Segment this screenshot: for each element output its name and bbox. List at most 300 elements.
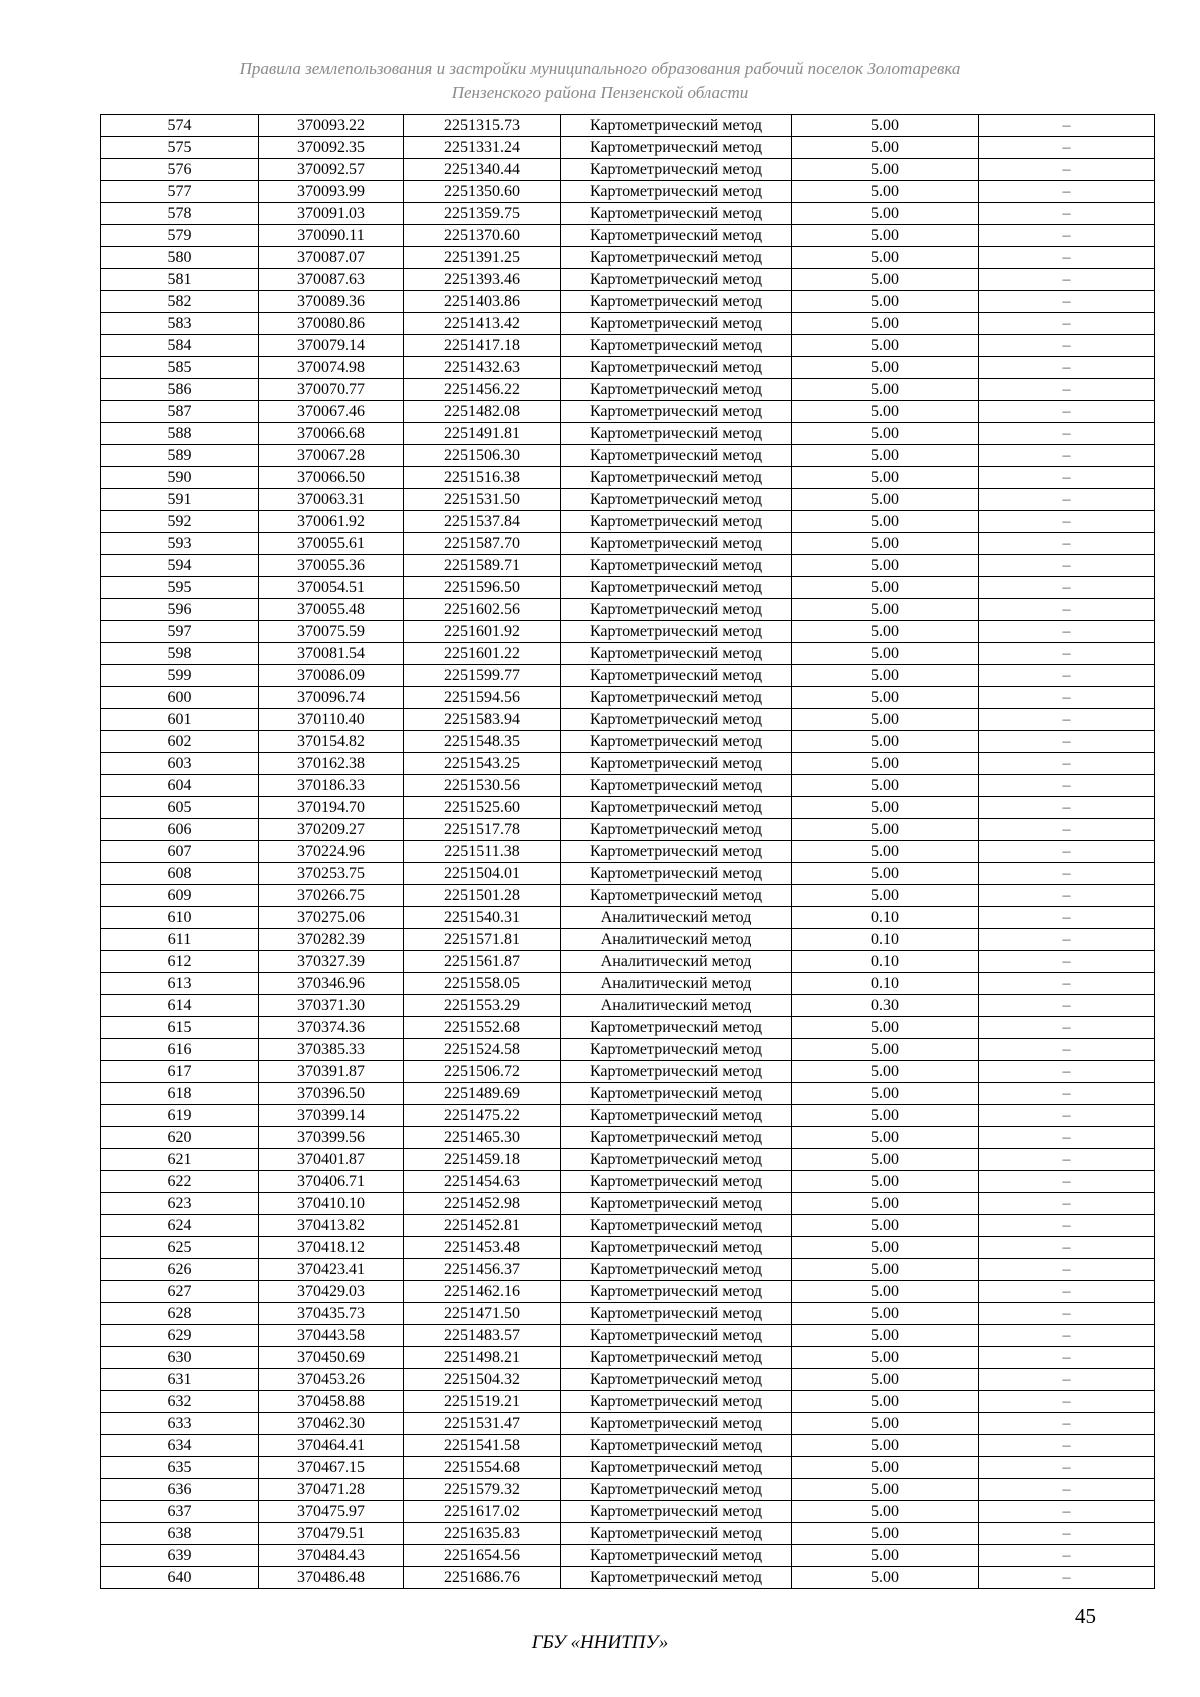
method-cell: Картометрический метод (561, 819, 792, 841)
x-coordinate-cell: 370385.33 (259, 1039, 404, 1061)
method-cell: Картометрический метод (561, 247, 792, 269)
x-coordinate-cell: 370399.14 (259, 1105, 404, 1127)
y-coordinate-cell: 2251482.08 (404, 401, 561, 423)
table-row (101, 885, 1155, 907)
point-number-cell: 576 (101, 159, 259, 181)
table-row (101, 1391, 1155, 1413)
point-number-cell: 615 (101, 1017, 259, 1039)
method-cell: Картометрический метод (561, 379, 792, 401)
description-cell: – (979, 797, 1155, 819)
description-cell: – (979, 225, 1155, 247)
accuracy-cell: 5.00 (792, 1303, 979, 1325)
accuracy-cell: 5.00 (792, 335, 979, 357)
x-coordinate-cell: 370484.43 (259, 1545, 404, 1567)
table-row (101, 1501, 1155, 1523)
table-row (101, 489, 1155, 511)
accuracy-cell: 5.00 (792, 1457, 979, 1479)
y-coordinate-cell: 2251553.29 (404, 995, 561, 1017)
description-cell: – (979, 929, 1155, 951)
y-coordinate-cell: 2251599.77 (404, 665, 561, 687)
table-row (101, 907, 1155, 929)
method-cell: Картометрический метод (561, 1149, 792, 1171)
y-coordinate-cell: 2251471.50 (404, 1303, 561, 1325)
point-number-cell: 631 (101, 1369, 259, 1391)
method-cell: Картометрический метод (561, 335, 792, 357)
description-cell: – (979, 137, 1155, 159)
description-cell: – (979, 1391, 1155, 1413)
description-cell: – (979, 1567, 1155, 1589)
y-coordinate-cell: 2251654.56 (404, 1545, 561, 1567)
accuracy-cell: 5.00 (792, 1017, 979, 1039)
point-number-cell: 612 (101, 951, 259, 973)
x-coordinate-cell: 370429.03 (259, 1281, 404, 1303)
accuracy-cell: 5.00 (792, 577, 979, 599)
table-row (101, 159, 1155, 181)
table-row (101, 1303, 1155, 1325)
point-number-cell: 590 (101, 467, 259, 489)
accuracy-cell: 5.00 (792, 1281, 979, 1303)
accuracy-cell: 5.00 (792, 643, 979, 665)
description-cell: – (979, 181, 1155, 203)
point-number-cell: 619 (101, 1105, 259, 1127)
accuracy-cell: 5.00 (792, 753, 979, 775)
x-coordinate-cell: 370194.70 (259, 797, 404, 819)
point-number-cell: 633 (101, 1413, 259, 1435)
method-cell: Картометрический метод (561, 1281, 792, 1303)
table-row (101, 1061, 1155, 1083)
description-cell: – (979, 907, 1155, 929)
method-cell: Картометрический метод (561, 1325, 792, 1347)
method-cell: Картометрический метод (561, 709, 792, 731)
point-number-cell: 630 (101, 1347, 259, 1369)
description-cell: – (979, 599, 1155, 621)
table-row (101, 797, 1155, 819)
y-coordinate-cell: 2251504.32 (404, 1369, 561, 1391)
x-coordinate-cell: 370093.22 (259, 115, 404, 137)
description-cell: – (979, 379, 1155, 401)
table-row (101, 973, 1155, 995)
accuracy-cell: 5.00 (792, 423, 979, 445)
method-cell: Картометрический метод (561, 181, 792, 203)
table-row (101, 1369, 1155, 1391)
point-number-cell: 611 (101, 929, 259, 951)
y-coordinate-cell: 2251686.76 (404, 1567, 561, 1589)
method-cell: Картометрический метод (561, 1435, 792, 1457)
table-row (101, 643, 1155, 665)
header-line-2: Пензенского района Пензенской области (451, 83, 749, 102)
description-cell: – (979, 1457, 1155, 1479)
y-coordinate-cell: 2251391.25 (404, 247, 561, 269)
table-row (101, 357, 1155, 379)
point-number-cell: 622 (101, 1171, 259, 1193)
y-coordinate-cell: 2251617.02 (404, 1501, 561, 1523)
accuracy-cell: 5.00 (792, 1039, 979, 1061)
method-cell: Картометрический метод (561, 1193, 792, 1215)
x-coordinate-cell: 370224.96 (259, 841, 404, 863)
point-number-cell: 628 (101, 1303, 259, 1325)
table-row (101, 731, 1155, 753)
description-cell: – (979, 951, 1155, 973)
method-cell: Картометрический метод (561, 731, 792, 753)
y-coordinate-cell: 2251506.30 (404, 445, 561, 467)
method-cell: Аналитический метод (561, 973, 792, 995)
point-number-cell: 592 (101, 511, 259, 533)
x-coordinate-cell: 370066.50 (259, 467, 404, 489)
x-coordinate-cell: 370462.30 (259, 1413, 404, 1435)
x-coordinate-cell: 370091.03 (259, 203, 404, 225)
y-coordinate-cell: 2251540.31 (404, 907, 561, 929)
x-coordinate-cell: 370055.48 (259, 599, 404, 621)
table-row (101, 555, 1155, 577)
method-cell: Картометрический метод (561, 599, 792, 621)
method-cell: Картометрический метод (561, 511, 792, 533)
y-coordinate-cell: 2251601.92 (404, 621, 561, 643)
point-number-cell: 620 (101, 1127, 259, 1149)
accuracy-cell: 5.00 (792, 1325, 979, 1347)
description-cell: – (979, 1149, 1155, 1171)
x-coordinate-cell: 370275.06 (259, 907, 404, 929)
method-cell: Картометрический метод (561, 863, 792, 885)
description-cell: – (979, 1083, 1155, 1105)
x-coordinate-cell: 370110.40 (259, 709, 404, 731)
method-cell: Картометрический метод (561, 1413, 792, 1435)
description-cell: – (979, 269, 1155, 291)
accuracy-cell: 5.00 (792, 1369, 979, 1391)
point-number-cell: 623 (101, 1193, 259, 1215)
point-number-cell: 574 (101, 115, 259, 137)
x-coordinate-cell: 370486.48 (259, 1567, 404, 1589)
table-row (101, 203, 1155, 225)
x-coordinate-cell: 370346.96 (259, 973, 404, 995)
x-coordinate-cell: 370266.75 (259, 885, 404, 907)
description-cell: – (979, 291, 1155, 313)
y-coordinate-cell: 2251331.24 (404, 137, 561, 159)
description-cell: – (979, 621, 1155, 643)
y-coordinate-cell: 2251601.22 (404, 643, 561, 665)
table-row (101, 1325, 1155, 1347)
table-row (101, 599, 1155, 621)
description-cell: – (979, 489, 1155, 511)
table-row (101, 665, 1155, 687)
table-row (101, 181, 1155, 203)
point-number-cell: 636 (101, 1479, 259, 1501)
method-cell: Картометрический метод (561, 1105, 792, 1127)
y-coordinate-cell: 2251511.38 (404, 841, 561, 863)
point-number-cell: 586 (101, 379, 259, 401)
x-coordinate-cell: 370096.74 (259, 687, 404, 709)
y-coordinate-cell: 2251452.98 (404, 1193, 561, 1215)
point-number-cell: 587 (101, 401, 259, 423)
x-coordinate-cell: 370450.69 (259, 1347, 404, 1369)
description-cell: – (979, 533, 1155, 555)
accuracy-cell: 5.00 (792, 1347, 979, 1369)
x-coordinate-cell: 370063.31 (259, 489, 404, 511)
table-row (101, 137, 1155, 159)
description-cell: – (979, 731, 1155, 753)
description-cell: – (979, 423, 1155, 445)
y-coordinate-cell: 2251340.44 (404, 159, 561, 181)
y-coordinate-cell: 2251519.21 (404, 1391, 561, 1413)
y-coordinate-cell: 2251315.73 (404, 115, 561, 137)
x-coordinate-cell: 370067.46 (259, 401, 404, 423)
accuracy-cell: 5.00 (792, 1171, 979, 1193)
point-number-cell: 626 (101, 1259, 259, 1281)
description-cell: – (979, 753, 1155, 775)
x-coordinate-cell: 370399.56 (259, 1127, 404, 1149)
page-header (100, 57, 1100, 105)
table-row (101, 1171, 1155, 1193)
method-cell: Картометрический метод (561, 1303, 792, 1325)
table-row (101, 1149, 1155, 1171)
y-coordinate-cell: 2251417.18 (404, 335, 561, 357)
table-row (101, 1193, 1155, 1215)
table-row (101, 1435, 1155, 1457)
accuracy-cell: 5.00 (792, 819, 979, 841)
accuracy-cell: 0.10 (792, 907, 979, 929)
point-number-cell: 597 (101, 621, 259, 643)
table-row (101, 1017, 1155, 1039)
x-coordinate-cell: 370471.28 (259, 1479, 404, 1501)
table-row (101, 753, 1155, 775)
method-cell: Картометрический метод (561, 1061, 792, 1083)
accuracy-cell: 5.00 (792, 445, 979, 467)
coordinates-table (100, 114, 1155, 1589)
point-number-cell: 596 (101, 599, 259, 621)
table-row (101, 313, 1155, 335)
description-cell: – (979, 1237, 1155, 1259)
table-row (101, 1523, 1155, 1545)
method-cell: Аналитический метод (561, 907, 792, 929)
x-coordinate-cell: 370423.41 (259, 1259, 404, 1281)
y-coordinate-cell: 2251413.42 (404, 313, 561, 335)
accuracy-cell: 5.00 (792, 115, 979, 137)
description-cell: – (979, 467, 1155, 489)
method-cell: Картометрический метод (561, 1479, 792, 1501)
method-cell: Картометрический метод (561, 885, 792, 907)
method-cell: Картометрический метод (561, 775, 792, 797)
x-coordinate-cell: 370067.28 (259, 445, 404, 467)
point-number-cell: 607 (101, 841, 259, 863)
point-number-cell: 579 (101, 225, 259, 247)
point-number-cell: 584 (101, 335, 259, 357)
method-cell: Картометрический метод (561, 225, 792, 247)
method-cell: Картометрический метод (561, 797, 792, 819)
point-number-cell: 578 (101, 203, 259, 225)
description-cell: – (979, 863, 1155, 885)
description-cell: – (979, 1193, 1155, 1215)
method-cell: Картометрический метод (561, 1017, 792, 1039)
x-coordinate-cell: 370418.12 (259, 1237, 404, 1259)
y-coordinate-cell: 2251489.69 (404, 1083, 561, 1105)
method-cell: Картометрический метод (561, 489, 792, 511)
y-coordinate-cell: 2251525.60 (404, 797, 561, 819)
y-coordinate-cell: 2251350.60 (404, 181, 561, 203)
description-cell: – (979, 1215, 1155, 1237)
point-number-cell: 585 (101, 357, 259, 379)
accuracy-cell: 5.00 (792, 665, 979, 687)
description-cell: – (979, 1281, 1155, 1303)
description-cell: – (979, 445, 1155, 467)
method-cell: Картометрический метод (561, 533, 792, 555)
accuracy-cell: 5.00 (792, 533, 979, 555)
x-coordinate-cell: 370081.54 (259, 643, 404, 665)
description-cell: – (979, 555, 1155, 577)
table-row (101, 1479, 1155, 1501)
y-coordinate-cell: 2251506.72 (404, 1061, 561, 1083)
point-number-cell: 588 (101, 423, 259, 445)
x-coordinate-cell: 370087.07 (259, 247, 404, 269)
method-cell: Картометрический метод (561, 1501, 792, 1523)
method-cell: Картометрический метод (561, 401, 792, 423)
table-row (101, 533, 1155, 555)
y-coordinate-cell: 2251548.35 (404, 731, 561, 753)
y-coordinate-cell: 2251359.75 (404, 203, 561, 225)
x-coordinate-cell: 370401.87 (259, 1149, 404, 1171)
table-row (101, 577, 1155, 599)
x-coordinate-cell: 370467.15 (259, 1457, 404, 1479)
table-row (101, 621, 1155, 643)
method-cell: Картометрический метод (561, 1237, 792, 1259)
point-number-cell: 625 (101, 1237, 259, 1259)
point-number-cell: 618 (101, 1083, 259, 1105)
accuracy-cell: 5.00 (792, 203, 979, 225)
y-coordinate-cell: 2251541.58 (404, 1435, 561, 1457)
table-row (101, 1259, 1155, 1281)
table-row (101, 841, 1155, 863)
method-cell: Картометрический метод (561, 1215, 792, 1237)
point-number-cell: 593 (101, 533, 259, 555)
y-coordinate-cell: 2251594.56 (404, 687, 561, 709)
y-coordinate-cell: 2251501.28 (404, 885, 561, 907)
description-cell: – (979, 1369, 1155, 1391)
point-number-cell: 604 (101, 775, 259, 797)
y-coordinate-cell: 2251456.22 (404, 379, 561, 401)
method-cell: Картометрический метод (561, 445, 792, 467)
point-number-cell: 621 (101, 1149, 259, 1171)
point-number-cell: 602 (101, 731, 259, 753)
y-coordinate-cell: 2251432.63 (404, 357, 561, 379)
x-coordinate-cell: 370074.98 (259, 357, 404, 379)
header-line-1: Правила землепользования и застройки муниципального образования рабочий поселок Золотаревка (239, 59, 961, 78)
table-row (101, 1457, 1155, 1479)
table-row (101, 995, 1155, 1017)
point-number-cell: 603 (101, 753, 259, 775)
description-cell: – (979, 577, 1155, 599)
accuracy-cell: 5.00 (792, 775, 979, 797)
table-row (101, 291, 1155, 313)
table-row (101, 687, 1155, 709)
method-cell: Картометрический метод (561, 1391, 792, 1413)
table-row (101, 775, 1155, 797)
point-number-cell: 609 (101, 885, 259, 907)
accuracy-cell: 5.00 (792, 621, 979, 643)
x-coordinate-cell: 370079.14 (259, 335, 404, 357)
description-cell: – (979, 1039, 1155, 1061)
point-number-cell: 582 (101, 291, 259, 313)
point-number-cell: 591 (101, 489, 259, 511)
point-number-cell: 577 (101, 181, 259, 203)
method-cell: Картометрический метод (561, 291, 792, 313)
x-coordinate-cell: 370061.92 (259, 511, 404, 533)
x-coordinate-cell: 370479.51 (259, 1523, 404, 1545)
description-cell: – (979, 1061, 1155, 1083)
description-cell: – (979, 357, 1155, 379)
method-cell: Картометрический метод (561, 1369, 792, 1391)
description-cell: – (979, 885, 1155, 907)
x-coordinate-cell: 370090.11 (259, 225, 404, 247)
y-coordinate-cell: 2251589.71 (404, 555, 561, 577)
accuracy-cell: 0.30 (792, 995, 979, 1017)
y-coordinate-cell: 2251456.37 (404, 1259, 561, 1281)
description-cell: – (979, 335, 1155, 357)
accuracy-cell: 5.00 (792, 1149, 979, 1171)
x-coordinate-cell: 370055.36 (259, 555, 404, 577)
x-coordinate-cell: 370396.50 (259, 1083, 404, 1105)
x-coordinate-cell: 370093.99 (259, 181, 404, 203)
description-cell: – (979, 1017, 1155, 1039)
x-coordinate-cell: 370327.39 (259, 951, 404, 973)
table-row (101, 335, 1155, 357)
accuracy-cell: 5.00 (792, 1435, 979, 1457)
point-number-cell: 606 (101, 819, 259, 841)
accuracy-cell: 5.00 (792, 467, 979, 489)
description-cell: – (979, 643, 1155, 665)
table-row (101, 951, 1155, 973)
accuracy-cell: 5.00 (792, 1215, 979, 1237)
method-cell: Картометрический метод (561, 203, 792, 225)
table-row (101, 467, 1155, 489)
x-coordinate-cell: 370253.75 (259, 863, 404, 885)
table-row (101, 1545, 1155, 1567)
description-cell: – (979, 1259, 1155, 1281)
point-number-cell: 637 (101, 1501, 259, 1523)
table-row (101, 1567, 1155, 1589)
point-number-cell: 580 (101, 247, 259, 269)
x-coordinate-cell: 370055.61 (259, 533, 404, 555)
accuracy-cell: 5.00 (792, 159, 979, 181)
method-cell: Картометрический метод (561, 841, 792, 863)
method-cell: Картометрический метод (561, 423, 792, 445)
table-row (101, 1083, 1155, 1105)
y-coordinate-cell: 2251462.16 (404, 1281, 561, 1303)
description-cell: – (979, 159, 1155, 181)
point-number-cell: 608 (101, 863, 259, 885)
accuracy-cell: 5.00 (792, 687, 979, 709)
point-number-cell: 613 (101, 973, 259, 995)
accuracy-cell: 5.00 (792, 1391, 979, 1413)
x-coordinate-cell: 370413.82 (259, 1215, 404, 1237)
description-cell: – (979, 1435, 1155, 1457)
point-number-cell: 640 (101, 1567, 259, 1589)
x-coordinate-cell: 370087.63 (259, 269, 404, 291)
y-coordinate-cell: 2251530.56 (404, 775, 561, 797)
method-cell: Картометрический метод (561, 137, 792, 159)
table-row (101, 247, 1155, 269)
point-number-cell: 599 (101, 665, 259, 687)
point-number-cell: 583 (101, 313, 259, 335)
x-coordinate-cell: 370070.77 (259, 379, 404, 401)
x-coordinate-cell: 370154.82 (259, 731, 404, 753)
accuracy-cell: 5.00 (792, 181, 979, 203)
accuracy-cell: 5.00 (792, 709, 979, 731)
description-cell: – (979, 1303, 1155, 1325)
description-cell: – (979, 709, 1155, 731)
accuracy-cell: 5.00 (792, 1501, 979, 1523)
description-cell: – (979, 687, 1155, 709)
method-cell: Картометрический метод (561, 115, 792, 137)
x-coordinate-cell: 370209.27 (259, 819, 404, 841)
accuracy-cell: 5.00 (792, 1545, 979, 1567)
